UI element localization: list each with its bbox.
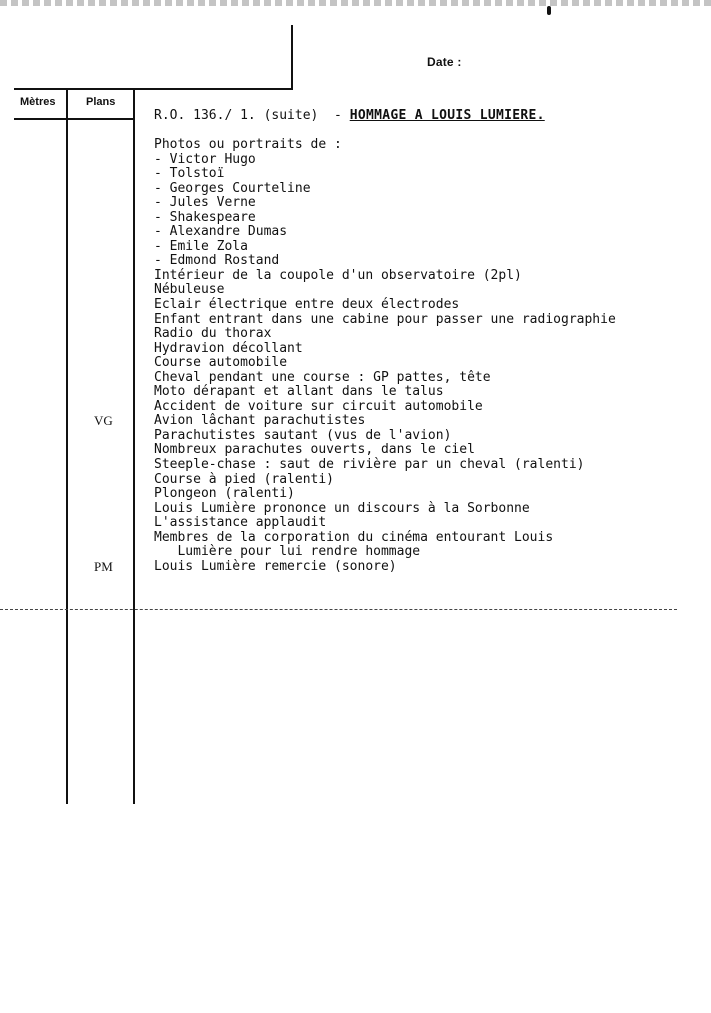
document-title: HOMMAGE A LOUIS LUMIERE. xyxy=(349,108,545,123)
list-item: Membres de la corporation du cinéma entourant Louis xyxy=(154,529,554,545)
list-item: - Emile Zola xyxy=(154,238,248,254)
plan-code-vg: VG xyxy=(94,413,113,428)
scan-speck xyxy=(547,6,551,15)
header-box-right-border xyxy=(291,25,293,89)
section-heading xyxy=(154,108,545,123)
list-item: Steeple-chase : saut de rivière par un cheval (ralenti) xyxy=(154,457,585,473)
list-item: - Tolstoï xyxy=(154,166,225,182)
plan-code-pm: PM xyxy=(94,559,113,574)
list-item: Photos ou portraits de : xyxy=(154,137,342,152)
list-item: Accident de voiture sur circuit automobile xyxy=(154,398,483,414)
list-item: Louis Lumière prononce un discours à la Sorbonne xyxy=(154,500,530,516)
list-item: Eclair électrique entre deux électrodes xyxy=(154,297,460,313)
list-item: Radio du thorax xyxy=(154,326,272,342)
list-item: Moto dérapant et allant dans le talus xyxy=(154,384,444,400)
list-item: - Alexandre Dumas xyxy=(154,224,288,240)
metres-header-underline xyxy=(14,118,66,120)
list-item: Cheval pendant une course : GP pattes, tête xyxy=(154,369,491,385)
list-item: Avion lâchant parachutistes xyxy=(154,413,366,429)
plans-column-divider xyxy=(133,89,135,804)
shot-list xyxy=(154,138,616,574)
list-item: Lumière pour lui rendre hommage xyxy=(154,544,421,560)
list-item: Intérieur de la coupole d'un observatoire (2pl) xyxy=(154,267,522,283)
list-item: Plongeon (ralenti) xyxy=(154,486,295,502)
metres-column-divider xyxy=(66,89,68,804)
list-item: Hydravion décollant xyxy=(154,340,303,356)
list-item: Nébuleuse xyxy=(154,282,225,298)
reference-number: R.O. 136./ 1. (suite) xyxy=(154,108,319,123)
scan-edge-noise xyxy=(0,0,711,6)
metres-column-header: Mètres xyxy=(20,96,56,108)
plans-header-underline xyxy=(68,118,134,120)
list-item: - Victor Hugo xyxy=(154,151,256,167)
heading-separator: - xyxy=(334,108,342,123)
list-item: - Jules Verne xyxy=(154,195,256,211)
date-label: Date : xyxy=(427,55,462,69)
list-item: Louis Lumière remercie (sonore) xyxy=(154,558,397,574)
header-box-bottom-border xyxy=(14,88,293,90)
list-item: - Shakespeare xyxy=(154,209,256,225)
list-item: L'assistance applaudit xyxy=(154,515,327,531)
list-item: Course automobile xyxy=(154,355,288,371)
list-item: - Edmond Rostand xyxy=(154,253,280,269)
list-item: - Georges Courteline xyxy=(154,180,311,196)
plans-column-header: Plans xyxy=(86,96,116,108)
section-dashed-separator xyxy=(0,609,677,610)
list-item: Course à pied (ralenti) xyxy=(154,471,335,487)
list-item: Parachutistes sautant (vus de l'avion) xyxy=(154,427,452,443)
list-item: Enfant entrant dans une cabine pour passer une radiographie xyxy=(154,311,616,327)
list-item: Nombreux parachutes ouverts, dans le ciel xyxy=(154,442,475,458)
